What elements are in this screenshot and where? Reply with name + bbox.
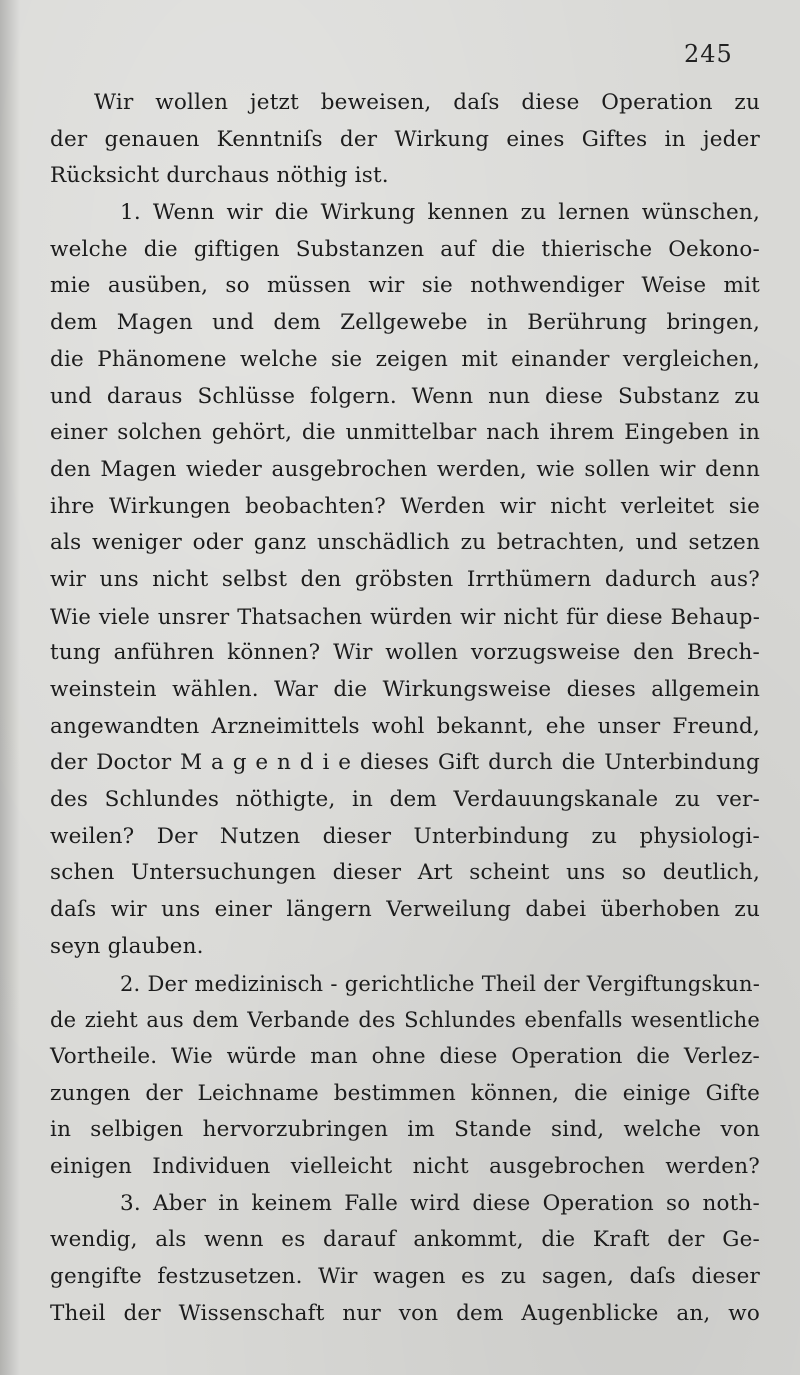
text-line: Rücksicht durchaus nöthig ist. (50, 163, 389, 189)
text-line: den Magen wieder ausgebrochen werden, wie sollen wir denn (50, 456, 760, 482)
text-line: wir uns nicht selbst den gröbsten Irrthümern dadurch aus? (50, 566, 760, 592)
text-line: in selbigen hervorzubringen im Stande sind, welche von (50, 1117, 760, 1143)
text-line: wendig, als wenn es darauf ankommt, die Kraft der Ge- (50, 1227, 760, 1253)
text-line: einigen Individuen vielleicht nicht ausgebrochen werden? (50, 1153, 760, 1179)
text-line: ihre Wirkungen beobachten? Werden wir nicht verleitet sie (50, 493, 760, 519)
text-line: die Phänomene welche sie zeigen mit einander vergleichen, (50, 346, 760, 372)
text-line: welche die giftigen Substanzen auf die thierische Oekono- (50, 236, 760, 262)
text-line: schen Untersuchungen dieser Art scheint uns so deutlich, (50, 860, 760, 886)
text-line: zungen der Leichname bestimmen können, die einige Gifte (50, 1080, 760, 1106)
text-line: 3. Aber in keinem Falle wird diese Operation so noth- (120, 1190, 760, 1216)
text-line: gengifte festzusetzen. Wir wagen es zu sagen, daſs dieser (50, 1264, 760, 1289)
text-line: 2. Der medizinisch - gerichtliche Theil der Vergiftungskun- (120, 971, 760, 996)
text-line: der Doctor M a g e n d i e dieses Gift durch die Unterbindung (50, 750, 760, 776)
text-line: seyn glauben. (50, 933, 204, 959)
text-line: Wie viele unsrer Thatsachen würden wir nicht für diese Behaup- (50, 604, 760, 629)
text-line: weinstein wählen. War die Wirkungsweise dieses allgemein (50, 677, 760, 702)
text-line: des Schlundes nöthigte, in dem Verdauungskanale zu ver- (50, 787, 760, 813)
text-line: weilen? Der Nutzen dieser Unterbindung zu physiologi- (50, 823, 760, 849)
page-number: 245 (684, 40, 733, 68)
text-line: Wir wollen jetzt beweisen, daſs diese Operation zu (94, 90, 760, 115)
text-line: mie ausüben, so müssen wir sie nothwendiger Weise mit (50, 273, 760, 299)
text-line: angewandten Arzneimittels wohl bekannt, ehe unser Freund, (50, 713, 760, 739)
text-line: de zieht aus dem Verbande des Schlundes ebenfalls wesentliche (50, 1008, 760, 1033)
text-line: Theil der Wissenschaft nur von dem Augenblicke an, wo (50, 1300, 760, 1326)
text-line: daſs wir uns einer längern Verweilung dabei überhoben zu (50, 897, 760, 923)
text-line: 1. Wenn wir die Wirkung kennen zu lernen wünschen, (120, 200, 760, 226)
text-line: dem Magen und dem Zellgewebe in Berührung bringen, (50, 310, 760, 336)
text-line: der genauen Kenntniſs der Wirkung eines Giftes in jeder (50, 126, 760, 152)
text-line: tung anführen können? Wir wollen vorzugsweise den Brech- (50, 640, 760, 666)
text-line: und daraus Schlüsse folgern. Wenn nun diese Substanz zu (50, 383, 760, 409)
text-line: Vortheile. Wie würde man ohne diese Operation die Verlez- (50, 1043, 760, 1069)
text-line: als weniger oder ganz unschädlich zu betrachten, und setzen (50, 530, 760, 556)
body-text (50, 85, 760, 1332)
text-line: einer solchen gehört, die unmittelbar nach ihrem Eingeben in (50, 420, 760, 446)
